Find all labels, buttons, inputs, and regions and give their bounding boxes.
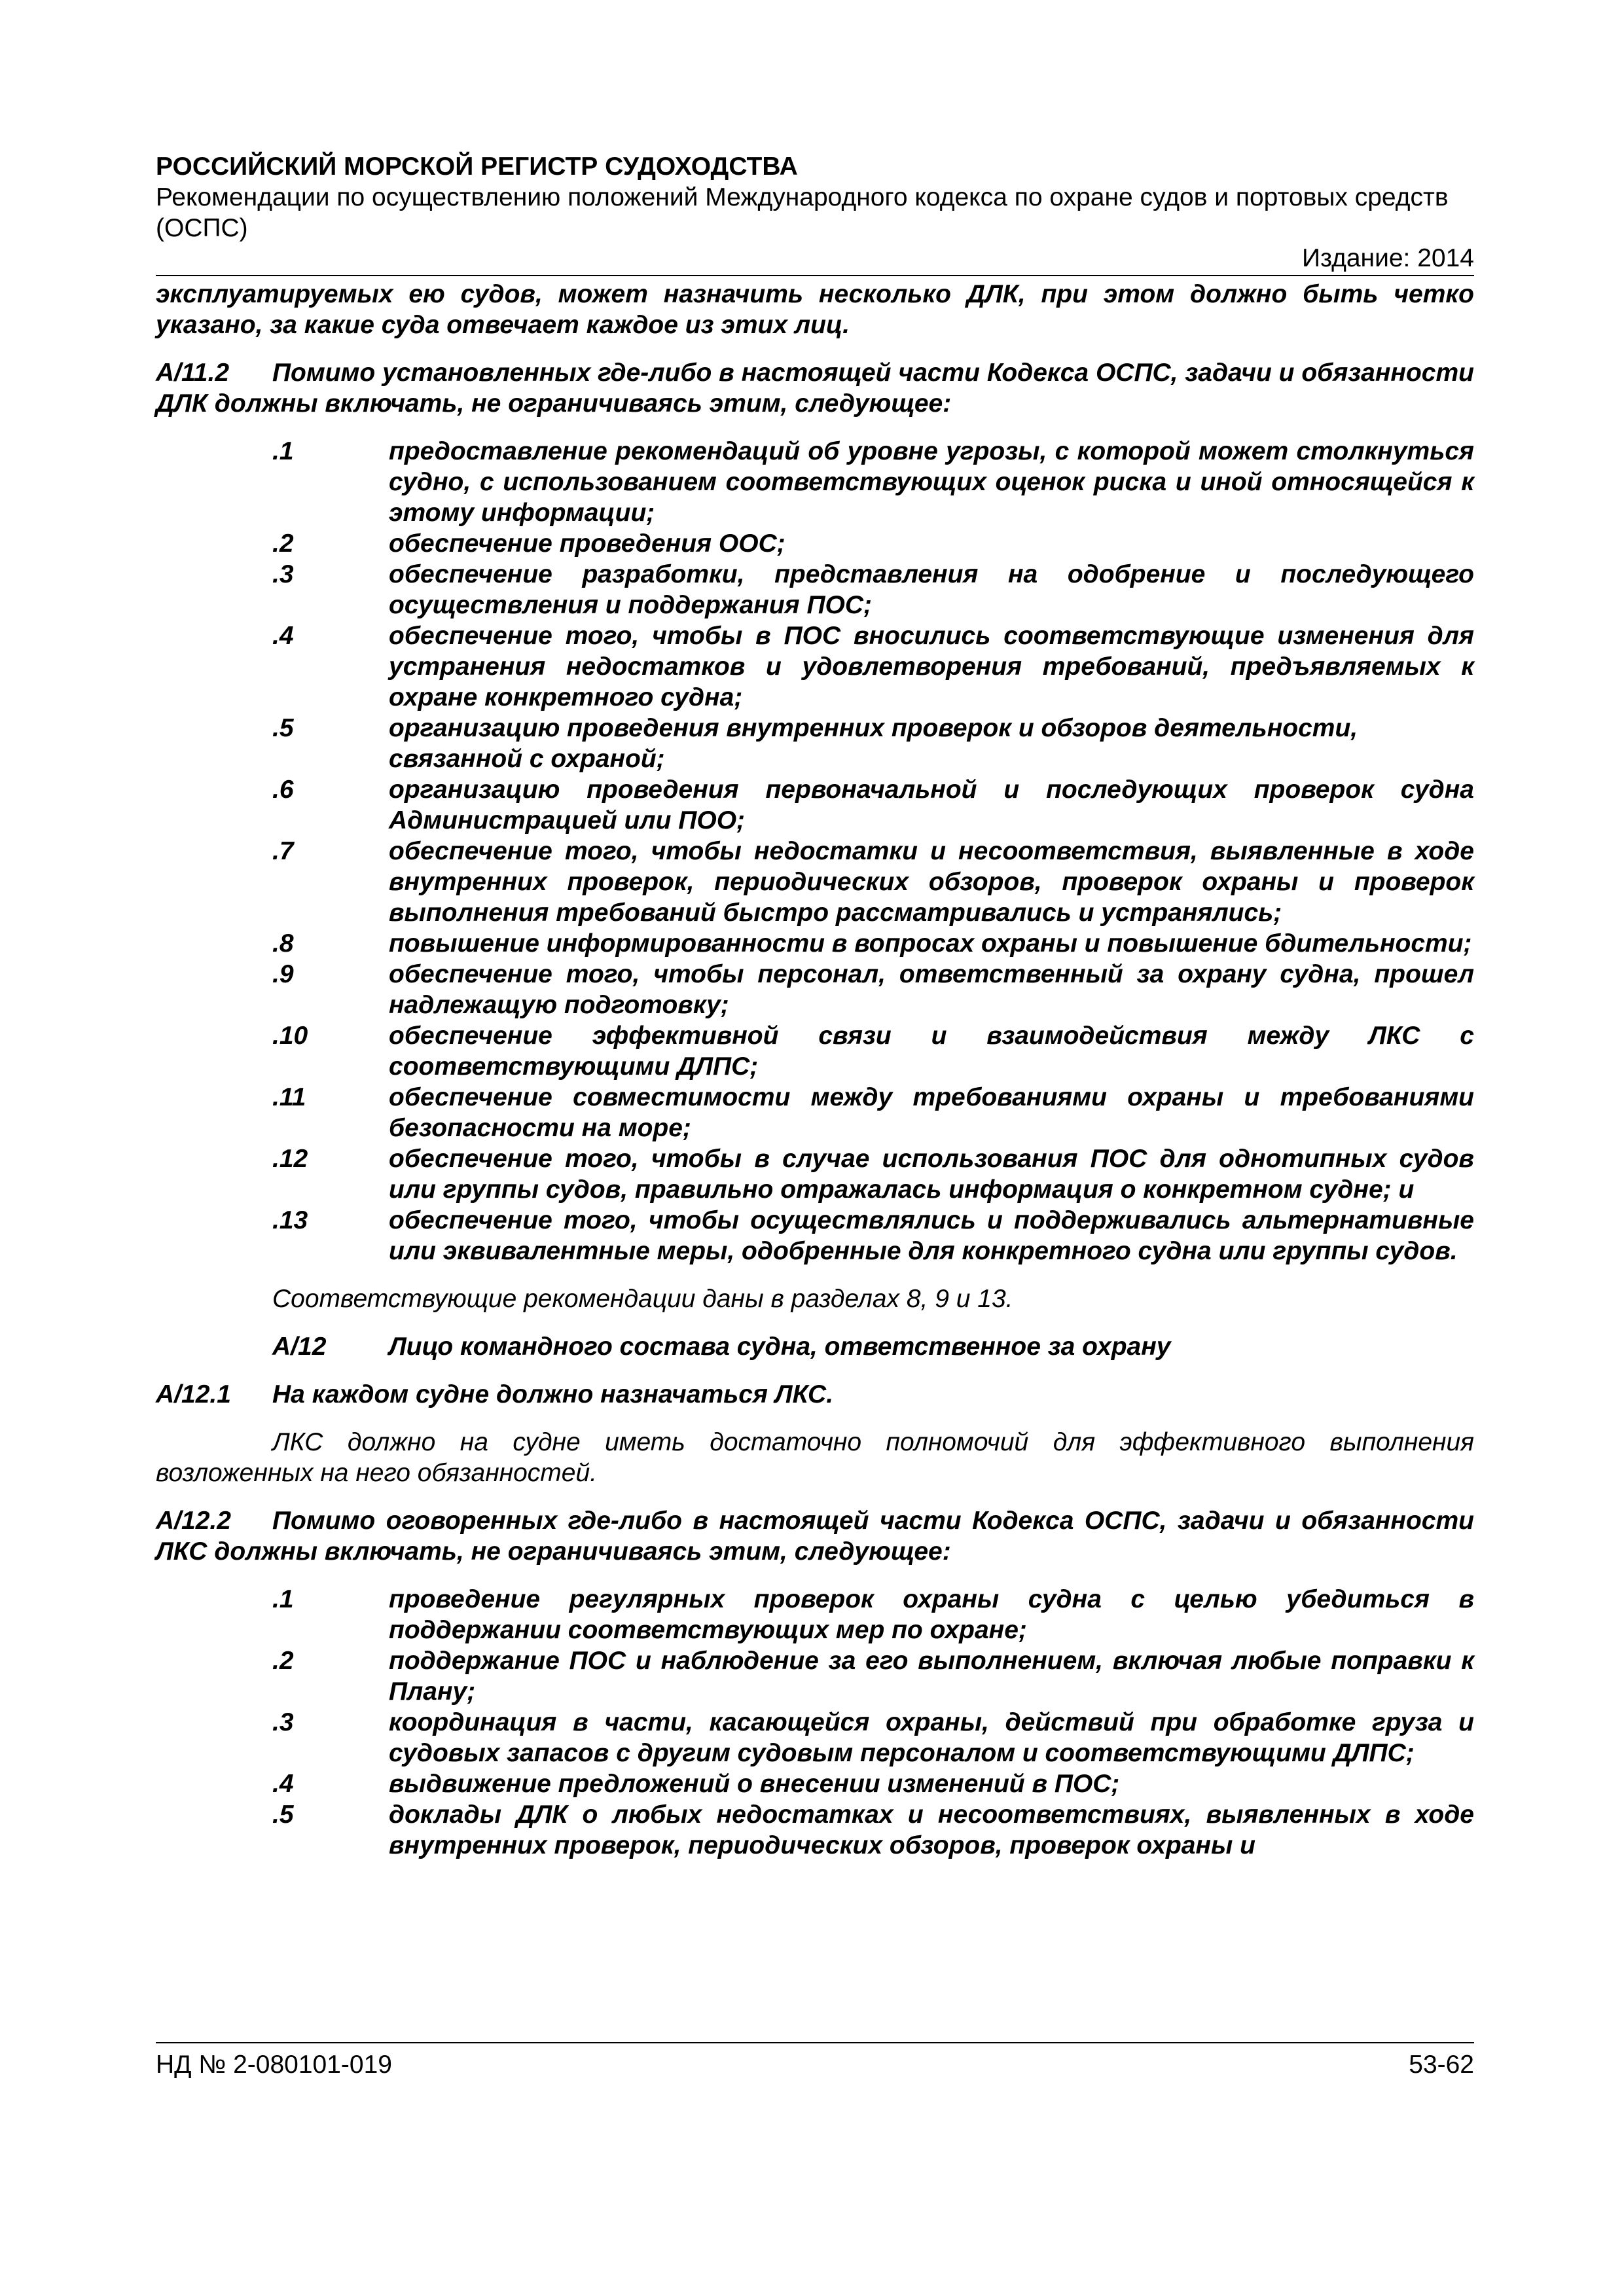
list-item-text: обеспечение того, чтобы в ПОС вносились соответствующие изменения для устранения недостатков и удовлетворения требований, предъявляемых к охране конкретного судна; xyxy=(389,622,1474,711)
list-item-number: .3 xyxy=(272,1708,294,1736)
list-item-text: обеспечение того, чтобы недостатки и несоответствия, выявленные в ходе внутренних проверок, периодических обзоров, проверок охраны и проверок выполнения требований быстро рассматривались и устранялись; xyxy=(389,837,1474,927)
document-number: НД № 2-080101-019 xyxy=(156,2051,392,2079)
list-item-number: .10 xyxy=(272,1022,308,1050)
footer-row xyxy=(156,2050,1474,2080)
section-number: A/12 xyxy=(272,1333,327,1361)
list-item-number: .2 xyxy=(272,1647,294,1675)
list-item-text: предоставление рекомендаций об уровне угрозы, с которой может столкнуться судно, с использованием соответствующих оценок риска и иной относящейся к этому информации; xyxy=(389,437,1474,527)
list-item-number: .3 xyxy=(272,560,294,588)
list-item xyxy=(272,1020,1474,1082)
list-item-text: проведение регулярных проверок охраны судна с целью убедиться в поддержании соответствующих мер по охране; xyxy=(389,1585,1474,1644)
list-item xyxy=(272,774,1474,836)
paragraph-text: Помимо установленных где-либо в настоящей части Кодекса ОСПС, задачи и обязанности ДЛК должны включать, не ограничиваясь этим, следующее: xyxy=(156,359,1474,418)
list-item-text: повышение информированности в вопросах охраны и повышение бдительности; xyxy=(389,929,1472,958)
paragraph-a12-1 xyxy=(156,1379,1474,1410)
list-item-text: выдвижение предложений о внесении изменений в ПОС; xyxy=(389,1770,1120,1798)
paragraph-number: A/11.2 xyxy=(156,359,230,387)
list-item xyxy=(272,528,1474,559)
list-item xyxy=(272,620,1474,713)
list-item-text: организацию проведения внутренних проверок и обзоров деятельности, связанной с охраной; xyxy=(389,714,1358,773)
section-title: Лицо командного состава судна, ответственное за охрану xyxy=(389,1333,1171,1361)
note-references: Соответствующие рекомендации даны в разделах 8, 9 и 13. xyxy=(272,1285,1013,1313)
header-divider xyxy=(156,275,1474,276)
list-item xyxy=(272,1584,1474,1645)
list-item-number: .2 xyxy=(272,529,294,558)
list-item xyxy=(272,836,1474,928)
paragraph-a12-2 xyxy=(156,1505,1474,1567)
list-item-number: .5 xyxy=(272,1801,294,1829)
list-item-number: .11 xyxy=(272,1083,306,1111)
paragraph-text: На каждом судне должно назначаться ЛКС. xyxy=(272,1380,834,1408)
organization-name: РОССИЙСКИЙ МОРСКОЙ РЕГИСТР СУДОХОДСТВА xyxy=(156,152,798,181)
list-item-number: .4 xyxy=(272,622,294,650)
list-item xyxy=(272,928,1474,959)
list-item xyxy=(272,1768,1474,1799)
list-item-number: .1 xyxy=(272,437,294,465)
list-item-number: .13 xyxy=(272,1206,308,1234)
list-item-text: поддержание ПОС и наблюдение за его выполнением, включая любые поправки к Плану; xyxy=(389,1647,1474,1706)
list-item-number: .1 xyxy=(272,1585,294,1613)
list-item xyxy=(272,1799,1474,1861)
list-item xyxy=(272,1205,1474,1266)
list-item-text: обеспечение того, чтобы осуществлялись и поддерживались альтернативные или эквивалентные меры, одобренные для конкретного судна или группы судов. xyxy=(389,1206,1474,1265)
list-item-number: .6 xyxy=(272,776,294,804)
edition-label: Издание: 2014 xyxy=(1302,244,1474,272)
list-item-text: обеспечение совместимости между требованиями охраны и требованиями безопасности на море; xyxy=(389,1083,1474,1142)
note-authority: ЛКС должно на судне иметь достаточно полномочий для эффективного выполнения возложенных на него обязанностей. xyxy=(156,1428,1474,1487)
page-footer xyxy=(156,2042,1474,2080)
list-item-text: организацию проведения первоначальной и последующих проверок судна Администрацией или ПОО; xyxy=(389,776,1474,834)
page-number: 53-62 xyxy=(1409,2051,1474,2079)
list-item xyxy=(272,436,1474,528)
paragraph-text: Помимо оговоренных где-либо в настоящей части Кодекса ОСПС, задачи и обязанности ЛКС должны включать, не ограничиваясь этим, следующее: xyxy=(156,1507,1474,1566)
list-item xyxy=(272,559,1474,620)
list-item-text: координация в части, касающейся охраны, действий при обработке груза и судовых запасов с другим судовым персоналом и соответствующими ДЛПС; xyxy=(389,1708,1474,1767)
list-item-text: обеспечение того, чтобы в случае использования ПОС для однотипных судов или группы судов, правильно отражалась информация о конкретном судне; и xyxy=(389,1145,1474,1204)
list-item-number: .12 xyxy=(272,1145,308,1173)
list-item xyxy=(272,1143,1474,1205)
continuation-paragraph: эксплуатируемых ею судов, может назначить несколько ДЛК, при этом должно быть четко указано, за какие суда отвечает каждое из этих лиц. xyxy=(156,280,1474,339)
list-item xyxy=(272,1082,1474,1143)
list-item-text: обеспечение разработки, представления на одобрение и последующего осуществления и поддержания ПОС; xyxy=(389,560,1474,619)
list-item-text: обеспечение того, чтобы персонал, ответственный за охрану судна, прошел надлежащую подготовку; xyxy=(389,960,1474,1019)
list-item-number: .9 xyxy=(272,960,294,988)
duties-list-lks xyxy=(272,1584,1474,1861)
paragraph-number: A/12.2 xyxy=(156,1507,231,1535)
footer-divider xyxy=(156,2042,1474,2043)
list-item xyxy=(272,959,1474,1020)
document-page xyxy=(156,152,1474,1861)
document-subtitle: Рекомендации по осуществлению положений Международного кодекса по охране судов и портовых средств (ОСПС) xyxy=(156,183,1449,242)
list-item-number: .8 xyxy=(272,929,294,958)
list-item-number: .7 xyxy=(272,837,294,865)
duties-list-dlk xyxy=(272,436,1474,1266)
list-item-number: .4 xyxy=(272,1770,294,1798)
list-item xyxy=(272,713,1474,774)
list-item-text: доклады ДЛК о любых недостатках и несоответствиях, выявленных в ходе внутренних проверок, периодических обзоров, проверок охраны и xyxy=(389,1801,1474,1859)
list-item-text: обеспечение проведения ООС; xyxy=(389,529,785,558)
list-item-text: обеспечение эффективной связи и взаимодействия между ЛКС с соответствующими ДЛПС; xyxy=(389,1022,1474,1081)
list-item xyxy=(272,1707,1474,1768)
paragraph-a11-2 xyxy=(156,357,1474,419)
page-header xyxy=(156,152,1474,274)
list-item-number: .5 xyxy=(272,714,294,742)
section-heading-a12 xyxy=(272,1331,1474,1362)
paragraph-number: A/12.1 xyxy=(156,1380,231,1408)
list-item xyxy=(272,1645,1474,1707)
